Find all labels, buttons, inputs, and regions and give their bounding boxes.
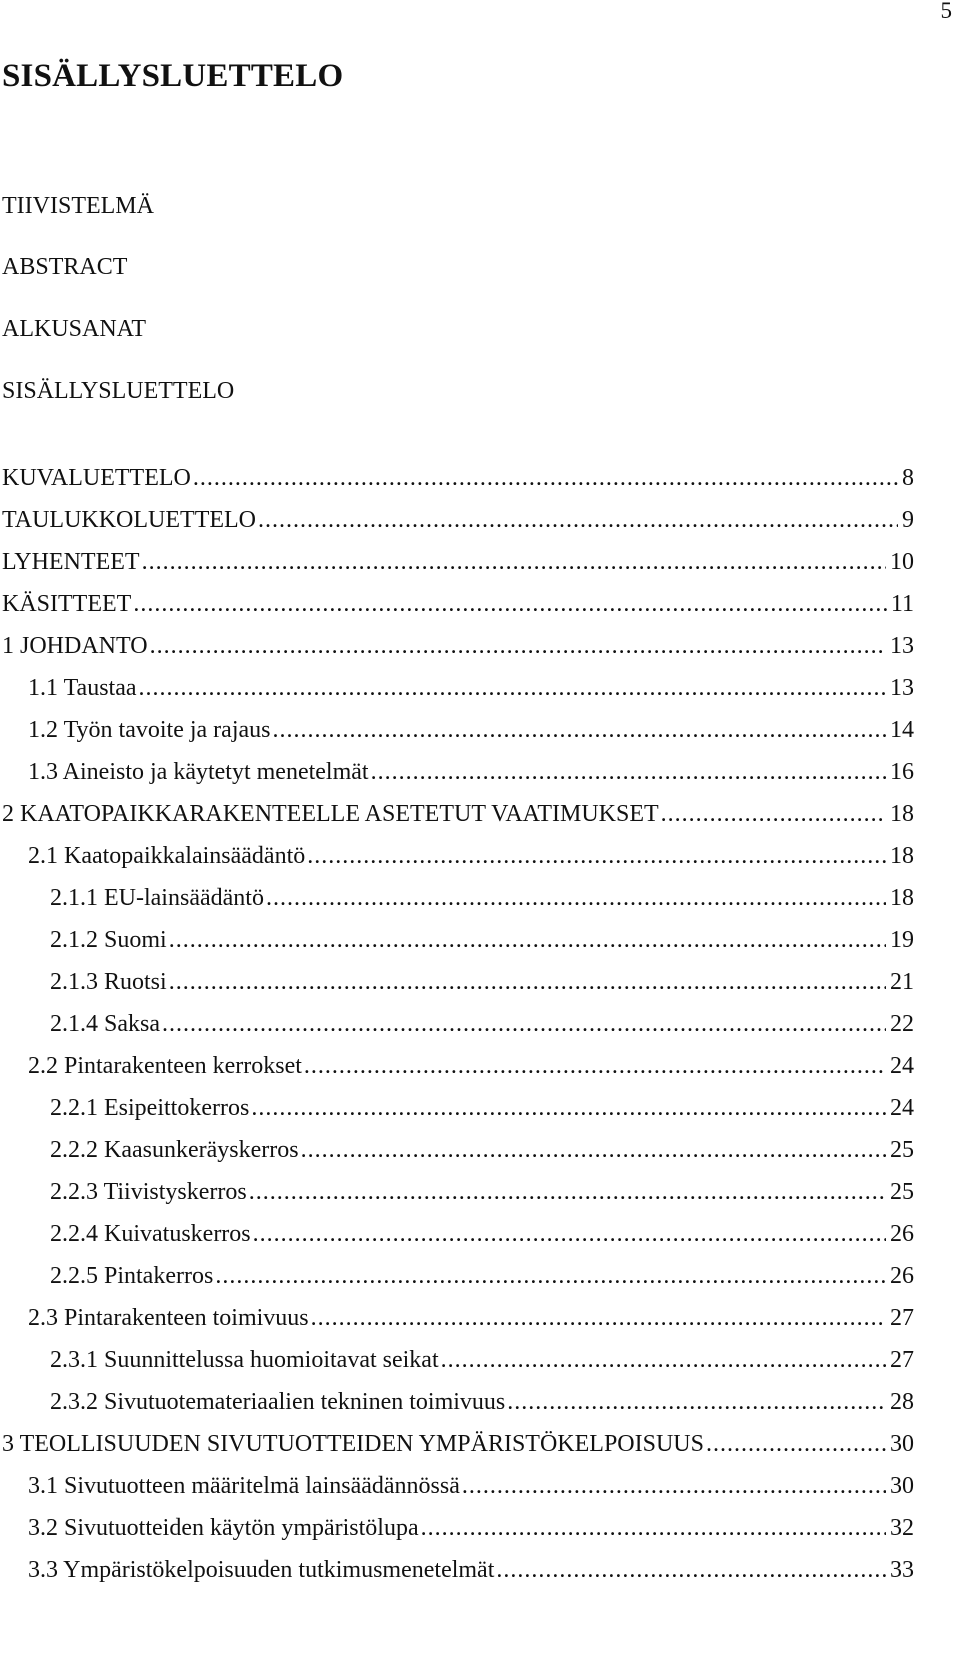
toc-entry-page: 18 bbox=[890, 843, 914, 869]
toc-entry[interactable] bbox=[0, 1087, 914, 1129]
front-matter-abstract-en[interactable]: ABSTRACT bbox=[2, 254, 128, 280]
toc-dot-leader bbox=[169, 919, 886, 961]
toc-entry[interactable] bbox=[0, 1213, 914, 1255]
toc-entry-label: 2.2.3 Tiivistyskerros bbox=[50, 1179, 247, 1205]
toc-entry[interactable] bbox=[0, 709, 914, 751]
toc-entry-label: 1.2 Työn tavoite ja rajaus bbox=[28, 717, 271, 743]
toc-entry-label: 2.2 Pintarakenteen kerrokset bbox=[28, 1053, 302, 1079]
toc-entry[interactable] bbox=[0, 793, 914, 835]
toc-entry-page: 16 bbox=[890, 759, 914, 785]
toc-entry-page: 30 bbox=[890, 1473, 914, 1499]
toc-dot-leader bbox=[139, 667, 886, 709]
toc-dot-leader bbox=[251, 1087, 886, 1129]
front-matter-abstract-fi[interactable]: TIIVISTELMÄ bbox=[2, 193, 154, 219]
toc-entry-page: 10 bbox=[890, 549, 914, 575]
toc-entry[interactable] bbox=[0, 1507, 914, 1549]
toc-entry-page: 18 bbox=[890, 801, 914, 827]
toc-entry-label: 2.2.1 Esipeittokerros bbox=[50, 1095, 250, 1121]
toc-entry[interactable] bbox=[0, 1255, 914, 1297]
toc-entry[interactable] bbox=[0, 457, 914, 499]
toc-dot-leader bbox=[193, 457, 898, 499]
toc-entry[interactable] bbox=[0, 1549, 914, 1591]
toc-entry-page: 18 bbox=[890, 885, 914, 911]
toc-entry-page: 13 bbox=[890, 675, 914, 701]
toc-entry-label: 2.1.4 Saksa bbox=[50, 1011, 160, 1037]
toc-entry-label: KUVALUETTELO bbox=[2, 465, 191, 491]
toc-entry-label: 2.1.1 EU-lainsäädäntö bbox=[50, 885, 264, 911]
front-matter-preface[interactable]: ALKUSANAT bbox=[2, 316, 146, 342]
toc-dot-leader bbox=[496, 1549, 886, 1591]
toc-dot-leader bbox=[661, 793, 886, 835]
toc-entry[interactable] bbox=[0, 877, 914, 919]
toc-entry[interactable] bbox=[0, 1297, 914, 1339]
toc-entry[interactable] bbox=[0, 751, 914, 793]
toc-entry-page: 25 bbox=[890, 1137, 914, 1163]
toc-entry[interactable] bbox=[0, 1381, 914, 1423]
toc-entry-page: 21 bbox=[890, 969, 914, 995]
toc-entry-page: 26 bbox=[890, 1221, 914, 1247]
toc-entry-label: 1.3 Aineisto ja käytetyt menetelmät bbox=[28, 759, 369, 785]
toc-entry-page: 26 bbox=[890, 1263, 914, 1289]
toc-entry-page: 28 bbox=[890, 1389, 914, 1415]
toc-entry[interactable] bbox=[0, 919, 914, 961]
toc-entry[interactable] bbox=[0, 667, 914, 709]
toc-dot-leader bbox=[142, 541, 886, 583]
toc-dot-leader bbox=[371, 751, 886, 793]
toc-dot-leader bbox=[706, 1423, 886, 1465]
toc-entry-label: 2.3.2 Sivutuotemateriaalien tekninen toimivuus bbox=[50, 1389, 506, 1415]
toc-entry-page: 11 bbox=[890, 591, 914, 617]
toc-entry[interactable] bbox=[0, 625, 914, 667]
toc-entry-label: 3.3 Ympäristökelpoisuuden tutkimusmenetelmät bbox=[28, 1557, 495, 1583]
toc-entry-label: 2.3.1 Suunnittelussa huomioitavat seikat bbox=[50, 1347, 439, 1373]
toc-dot-leader bbox=[169, 961, 886, 1003]
toc-entry-page: 14 bbox=[890, 717, 914, 743]
toc-entry-label: 3.1 Sivutuotteen määritelmä lainsäädännössä bbox=[28, 1473, 460, 1499]
toc-dot-leader bbox=[507, 1381, 886, 1423]
toc-entry-label: 1.1 Taustaa bbox=[28, 675, 137, 701]
toc-dot-leader bbox=[133, 583, 887, 625]
toc-entry-label: LYHENTEET bbox=[2, 549, 140, 575]
toc-entry[interactable] bbox=[0, 541, 914, 583]
toc-entry-page: 22 bbox=[890, 1011, 914, 1037]
toc-entry[interactable] bbox=[0, 1129, 914, 1171]
toc-entry-label: 1 JOHDANTO bbox=[2, 633, 148, 659]
toc-entry-label: 2.1 Kaatopaikkalainsäädäntö bbox=[28, 843, 306, 869]
toc-entry-page: 24 bbox=[890, 1095, 914, 1121]
toc-entry-label: 2.1.2 Suomi bbox=[50, 927, 167, 953]
toc-dot-leader bbox=[304, 1045, 886, 1087]
toc-dot-leader bbox=[421, 1507, 886, 1549]
toc-dot-leader bbox=[441, 1339, 886, 1381]
toc-entry-page: 32 bbox=[890, 1515, 914, 1541]
toc-dot-leader bbox=[253, 1213, 886, 1255]
toc-dot-leader bbox=[249, 1171, 886, 1213]
toc-dot-leader bbox=[162, 1003, 886, 1045]
toc-dot-leader bbox=[301, 1129, 886, 1171]
toc-dot-leader bbox=[272, 709, 886, 751]
toc-entry[interactable] bbox=[0, 1045, 914, 1087]
toc-dot-leader bbox=[311, 1297, 886, 1339]
toc-entry[interactable] bbox=[0, 1171, 914, 1213]
toc-entry-page: 25 bbox=[890, 1179, 914, 1205]
toc-entry[interactable] bbox=[0, 1003, 914, 1045]
toc-entry-page: 8 bbox=[902, 465, 914, 491]
toc-dot-leader bbox=[215, 1255, 886, 1297]
toc-entry[interactable] bbox=[0, 1465, 914, 1507]
toc-entry-page: 9 bbox=[902, 507, 914, 533]
toc-dot-leader bbox=[258, 499, 898, 541]
toc-entry-label: 2.2.5 Pintakerros bbox=[50, 1263, 214, 1289]
toc-entry-label: 2 KAATOPAIKKARAKENTEELLE ASETETUT VAATIMUKSET bbox=[2, 801, 659, 827]
toc-entry-page: 27 bbox=[890, 1347, 914, 1373]
toc-entry-label: 3 TEOLLISUUDEN SIVUTUOTTEIDEN YMPÄRISTÖKELPOISUUS bbox=[2, 1431, 704, 1457]
toc-entry-label: 2.2.2 Kaasunkeräyskerros bbox=[50, 1137, 299, 1163]
toc-entry-page: 13 bbox=[890, 633, 914, 659]
toc-entry-label: KÄSITTEET bbox=[2, 591, 132, 617]
toc-entry[interactable] bbox=[0, 961, 914, 1003]
toc-entry-page: 19 bbox=[890, 927, 914, 953]
page-number: 5 bbox=[940, 0, 952, 23]
toc-entry-page: 30 bbox=[890, 1431, 914, 1457]
toc-entry[interactable] bbox=[0, 1339, 914, 1381]
toc-entry-page: 33 bbox=[890, 1557, 914, 1583]
toc-entry[interactable] bbox=[0, 835, 914, 877]
toc-entry-label: TAULUKKOLUETTELO bbox=[2, 507, 257, 533]
toc-entry[interactable] bbox=[0, 499, 914, 541]
toc-entry[interactable] bbox=[0, 583, 914, 625]
toc-entry-label: 3.2 Sivutuotteiden käytön ympäristölupa bbox=[28, 1515, 419, 1541]
table-of-contents bbox=[0, 457, 914, 1591]
page-title: SISÄLLYSLUETTELO bbox=[2, 58, 344, 94]
front-matter-contents[interactable]: SISÄLLYSLUETTELO bbox=[2, 378, 235, 404]
toc-entry-page: 24 bbox=[890, 1053, 914, 1079]
toc-dot-leader bbox=[307, 835, 886, 877]
toc-entry[interactable] bbox=[0, 1423, 914, 1465]
toc-dot-leader bbox=[150, 625, 886, 667]
toc-entry-label: 2.1.3 Ruotsi bbox=[50, 969, 167, 995]
toc-entry-page: 27 bbox=[890, 1305, 914, 1331]
toc-entry-label: 2.3 Pintarakenteen toimivuus bbox=[28, 1305, 309, 1331]
toc-entry-label: 2.2.4 Kuivatuskerros bbox=[50, 1221, 251, 1247]
toc-dot-leader bbox=[266, 877, 886, 919]
toc-dot-leader bbox=[462, 1465, 886, 1507]
